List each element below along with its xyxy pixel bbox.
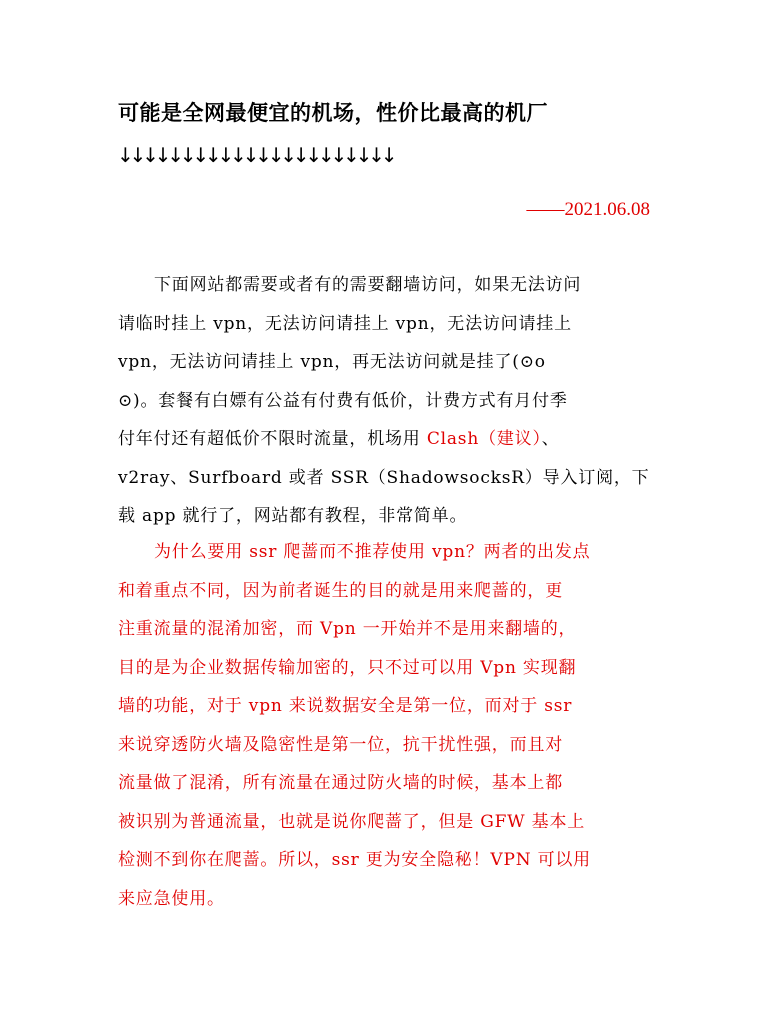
paragraph-line: 被识别为普通流量，也就是说你爬蔷了，但是 GFW 基本上 [118, 811, 586, 832]
paragraph-line: 流量做了混淆，所有流量在通过防火墙的时候，基本上都 [118, 773, 563, 793]
paragraph-line: ⊙)。套餐有白嫖有公益有付费有低价，计费方式有月付季 [118, 390, 568, 411]
paragraph-line: 和着重点不同，因为前者诞生的目的就是用来爬蔷的，更 [118, 580, 563, 601]
paragraph-line: 载 app 就行了，网站都有教程，非常简单。 [118, 506, 468, 526]
clash-recommendation: Clash（建议） [426, 429, 542, 449]
document-date: ——2021.06.08 [526, 199, 650, 220]
document-title: 可能是全网最便宜的机场，性价比最高的机厂 [118, 100, 548, 125]
paragraph-line-text: 付年付还有超低价不限时流量，机场用 [118, 429, 427, 449]
paragraph-line: 为什么要用 ssr 爬蔷而不推荐使用 vpn？两者的出发点 [154, 542, 591, 562]
paragraph-intro [118, 266, 658, 536]
paragraph-line: 墙的功能，对于 vpn 来说数据安全是第一位，而对于 ssr [118, 696, 573, 716]
paragraph-line: v2ray、Surfboard 或者 SSR（ShadowsocksR）导入订阅，下 [118, 467, 650, 488]
paragraph-ssr-vs-vpn [118, 533, 658, 918]
paragraph-line-text: 、 [541, 429, 560, 449]
paragraph-line: 下面网站都需要或者有的需要翻墙访问，如果无法访问 [154, 275, 582, 295]
paragraph-line [118, 420, 658, 459]
paragraph-line: vpn，无法访问请挂上 vpn，再无法访问就是挂了(⊙o [118, 352, 546, 372]
paragraph-line: 来说穿透防火墙及隐密性是第一位，抗干扰性强，而且对 [118, 734, 563, 755]
paragraph-line: 注重流量的混淆加密，而 Vpn 一开始并不是用来翻墙的， [118, 619, 577, 639]
paragraph-line: 请临时挂上 vpn，无法访问请挂上 vpn，无法访问请挂上 [118, 313, 572, 334]
down-arrows-row: ↓↓↓↓↓↓↓↓↓↓↓↓↓↓↓↓↓↓↓↓↓↓ [117, 143, 394, 167]
paragraph-line: 检测不到你在爬蔷。所以，ssr 更为安全隐秘！VPN 可以用 [118, 850, 591, 870]
paragraph-line: 目的是为企业数据传输加密的，只不过可以用 Vpn 实现翻 [118, 657, 577, 678]
paragraph-line: 来应急使用。 [118, 888, 225, 909]
